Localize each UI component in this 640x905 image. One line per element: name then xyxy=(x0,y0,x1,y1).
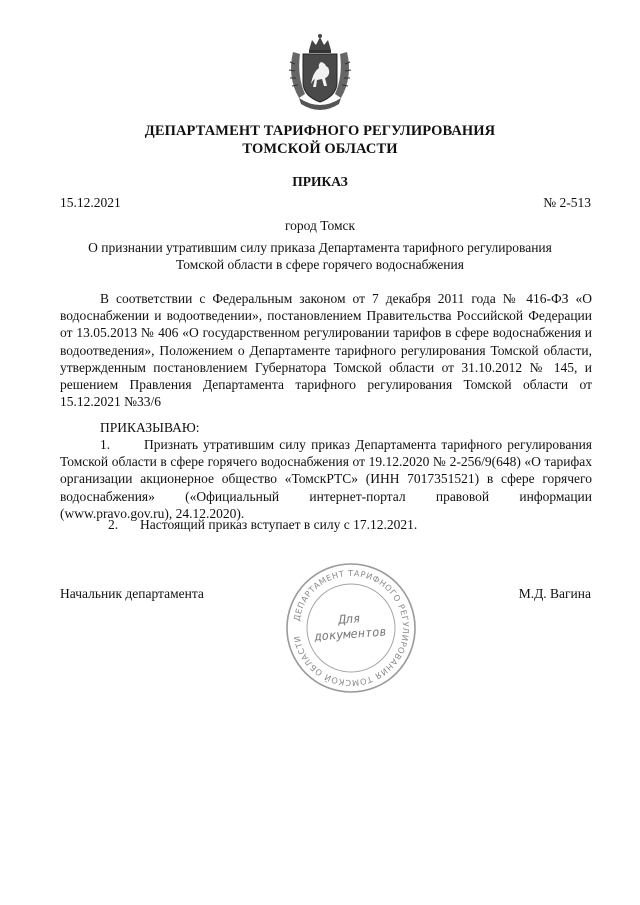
preamble-paragraph: В соответствии с Федеральным законом от 7 декабря 2011 года № 416-ФЗ «О водоснабжении и водоотведении», постановлением Правительства Российской Федерации от 13.05.2013 № 406 «О государственном регулировании тарифов в сфере водоснабжения и водоотведения», Положением о Департаменте тарифного регулирования Томской области, утвержденным постановлением Губернатора Томской области от 31.10.2012 № 145, и решением Правления Департамента тарифного регулирования Томской области от 15.12.2021 №33/6 xyxy=(60,291,592,410)
document-date: 15.12.2021 xyxy=(60,195,121,210)
stamp-center-line1: Для xyxy=(338,611,361,627)
subject-line2: Томской области в сфере горячего водоснабжения xyxy=(176,257,464,272)
coat-of-arms-icon xyxy=(285,32,355,114)
document-city: город Томск xyxy=(284,218,356,233)
stamp-center-line2: документов xyxy=(313,624,388,644)
stamp-ring-textpath: ДЕПАРТАМЕНТ ТАРИФНОГО РЕГУЛИРОВАНИЯ ТОМСКОЙ ОБЛАСТИ xyxy=(291,567,412,689)
department-name-line2: ТОМСКОЙ ОБЛАСТИ xyxy=(242,141,398,157)
order-item-2 xyxy=(60,516,592,533)
signatory-name: М.Д. Вагина xyxy=(518,586,591,601)
order-item-number: 2. xyxy=(108,517,119,532)
document-subject xyxy=(60,239,580,273)
document-number: № 2-513 xyxy=(543,195,591,210)
order-item-number: 1. xyxy=(100,437,111,452)
document-type: ПРИКАЗ xyxy=(292,174,348,189)
department-name-line1: ДЕПАРТАМЕНТ ТАРИФНОГО РЕГУЛИРОВАНИЯ xyxy=(144,123,496,139)
order-item-1 xyxy=(60,436,592,522)
order-word: ПРИКАЗЫВАЮ: xyxy=(100,420,200,435)
subject-line1: О признании утратившим силу приказа Департамента тарифного регулирования xyxy=(88,240,552,255)
signatory-title: Начальник департамента xyxy=(60,586,204,601)
order-item-text: Признать утратившим силу приказ Департамента тарифного регулирования Томской области в сфере горячего водоснабжения от 19.12.2020 № 2-256/9(648) «О тарифах организации акционерное общество «ТомскРТС» (ИНН 7017351521) в сфере горячего водоснабжения» («Официальный интернет-портал правовой информации (www.pravo.gov.ru), 24.12.2020). xyxy=(60,437,592,521)
order-item-text: Настоящий приказ вступает в силу с 17.12.2021. xyxy=(140,517,418,532)
